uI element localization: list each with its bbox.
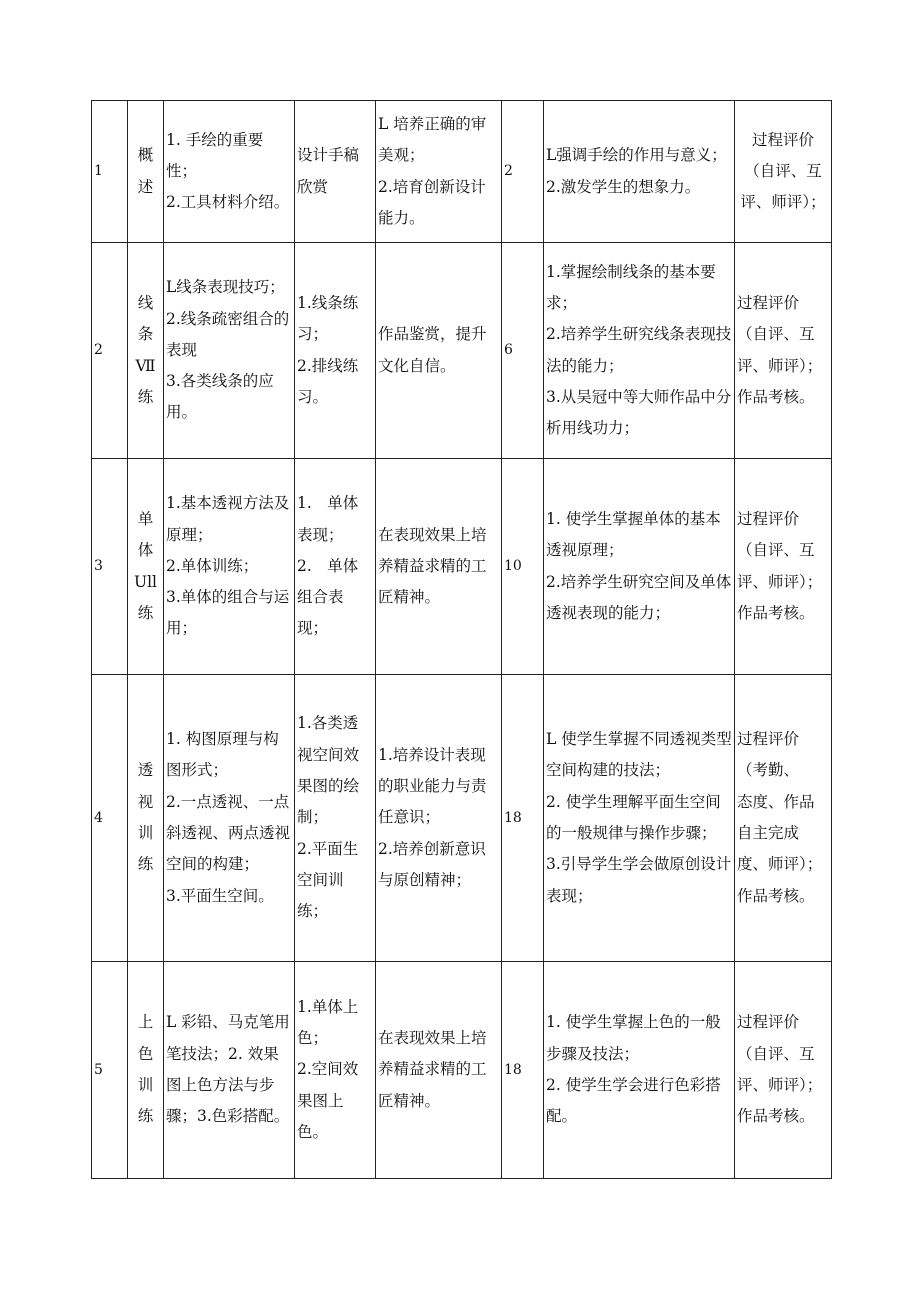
cell-evaluation — [735, 101, 832, 243]
cell-topic-line: 训 — [137, 1076, 154, 1094]
cell-ideology — [376, 459, 502, 675]
cell-goals-line: 2.培养学生研究线条表现技法的能力； — [546, 325, 732, 375]
cell-evaluation-line: 作品考核。 — [737, 886, 815, 905]
cell-content — [164, 962, 295, 1179]
cell-ideology — [376, 962, 502, 1179]
cell-goals-line: 1. 使学生掌握单体的基本透视原理； — [546, 509, 721, 560]
cell-method-line: 2.平面生空间训练； — [297, 839, 359, 921]
cell-topic-line: 体 — [137, 541, 154, 560]
cell-evaluation — [735, 675, 832, 962]
cell-goals-line: 2.培养学生研究空间及单体透视表现的能力； — [546, 572, 732, 622]
cell-ideology-line: 在表现效果上培养精益求精的工匠精神。 — [378, 525, 487, 607]
cell-ideology-line: 2.培育创新设计能力。 — [378, 177, 486, 227]
cell-topic-line: Ull — [134, 572, 157, 591]
cell-topic-line: 述 — [137, 177, 154, 196]
cell-content-line: 2.单体训练； — [166, 556, 259, 575]
cell-content — [164, 459, 295, 675]
cell-goals — [544, 962, 735, 1179]
cell-method — [295, 101, 376, 243]
cell-evaluation-line: 过程评价（自评、互评、师评）；作品考核。 — [737, 1013, 823, 1126]
cell-ideology — [376, 243, 502, 459]
cell-topic — [128, 675, 164, 962]
cell-content-line: 3.各类线条的应用。 — [166, 372, 274, 422]
cell-content — [164, 243, 295, 459]
cell-goals — [544, 101, 735, 243]
cell-ideology-line: 在表现效果上培养精益求精的工匠精神。 — [378, 1029, 487, 1110]
cell-evaluation-line: 态度、作品自主完成度、师评）； — [737, 792, 823, 874]
cell-evaluation-line: 过程评价（自评、互评、师评）；作品考核。 — [737, 509, 823, 622]
cell-number: 5 — [92, 962, 128, 1179]
cell-method-line: 1.各类透视空间效果图的绘制； — [297, 714, 360, 827]
cell-method — [295, 962, 376, 1179]
cell-goals — [544, 243, 735, 459]
cell-method — [295, 459, 376, 675]
cell-topic-line: 练 — [137, 603, 154, 622]
cell-topic-line: 训 — [137, 824, 154, 842]
cell-ideology-line: 作品鉴赏，提升文化自信。 — [378, 325, 487, 375]
cell-topic-line: 线 — [137, 293, 154, 312]
cell-method-line: 1. 单体表现； — [297, 494, 359, 544]
cell-method — [295, 243, 376, 459]
cell-content-line: L线条表现技巧； — [166, 278, 285, 297]
cell-evaluation-line: 过程评价（自评、互评、师评）； — [740, 130, 826, 212]
cell-content-line: 3.平面生空间。 — [166, 886, 274, 905]
table-row — [92, 962, 832, 1179]
cell-hours: 10 — [502, 459, 544, 675]
cell-goals-line: 2.激发学生的想象力。 — [546, 177, 701, 196]
cell-topic-line: 单 — [137, 509, 154, 528]
cell-ideology — [376, 675, 502, 962]
cell-topic-line: 练 — [137, 1107, 154, 1126]
cell-number: 1 — [92, 101, 128, 243]
table-row — [92, 243, 832, 459]
cell-hours: 2 — [502, 101, 544, 243]
cell-method-line: 设计手稿欣赏 — [297, 146, 360, 196]
cell-topic-line: 练 — [137, 855, 154, 874]
cell-method-line: 1.单体上色； — [297, 997, 359, 1048]
cell-goals-line: 2. 使学生学会进行色彩搭配。 — [546, 1076, 721, 1126]
cell-goals-line: L 使学生掌握不同透视类型空间构建的技法； — [546, 730, 732, 780]
cell-goals — [544, 459, 735, 675]
cell-content-line: 2.工具材料介绍。 — [166, 193, 290, 212]
cell-number: 4 — [92, 675, 128, 962]
table-row — [92, 101, 832, 243]
course-schedule-table — [91, 100, 832, 1179]
cell-topic-line: 上 — [137, 1013, 154, 1032]
cell-content-line: 2.一点透视、一点斜透视、两点透视空间的构建； — [166, 792, 291, 874]
cell-topic-line: 色 — [137, 1044, 154, 1063]
cell-goals-line: 1.掌握绘制线条的基本要求； — [546, 262, 716, 312]
cell-content-line: 1. 构图原理与构图形式； — [166, 730, 279, 780]
table-row — [92, 675, 832, 962]
cell-topic-line: 练 — [137, 387, 154, 406]
cell-evaluation-line: 过程评价（考勤、 — [737, 730, 800, 780]
cell-topic — [128, 962, 164, 1179]
cell-topic-line: 条 — [137, 325, 154, 344]
cell-method-line: 1.线条练习； — [297, 293, 359, 344]
cell-topic-line: Ⅶ — [135, 356, 156, 375]
cell-evaluation — [735, 459, 832, 675]
table-body — [92, 101, 832, 1179]
cell-content-line: 1.基本透视方法及原理； — [166, 494, 290, 544]
cell-topic-line: 视 — [137, 792, 154, 811]
table-row — [92, 459, 832, 675]
cell-ideology-line: 1.培养设计表现的职业能力与责任意识； — [378, 745, 487, 827]
cell-evaluation — [735, 962, 832, 1179]
cell-evaluation — [735, 243, 832, 459]
cell-topic-line: 概 — [137, 146, 154, 165]
cell-method-line: 2.排线练习。 — [297, 356, 359, 406]
cell-method-line: 2. 单体组合表现； — [297, 556, 359, 638]
cell-number: 2 — [92, 243, 128, 459]
cell-goals-line: 3.引导学生学会做原创设计表现； — [546, 855, 732, 905]
cell-hours: 6 — [502, 243, 544, 459]
cell-method-line: 2.空间效果图上色。 — [297, 1060, 359, 1141]
cell-content — [164, 101, 295, 243]
cell-hours: 18 — [502, 675, 544, 962]
cell-topic — [128, 243, 164, 459]
cell-content-line: 3.单体的组合与运用； — [166, 588, 290, 638]
cell-content-line: L 彩铅、马克笔用笔技法；2. 效果图上色方法与步骤；3.色彩搭配。 — [166, 1013, 290, 1126]
cell-topic — [128, 459, 164, 675]
cell-evaluation-line: 过程评价（自评、互评、师评）；作品考核。 — [737, 293, 823, 406]
cell-number: 3 — [92, 459, 128, 675]
cell-method — [295, 675, 376, 962]
cell-hours: 18 — [502, 962, 544, 1179]
cell-goals — [544, 675, 735, 962]
cell-content — [164, 675, 295, 962]
cell-content-line: 1. 手绘的重要性； — [166, 130, 264, 180]
cell-topic — [128, 101, 164, 243]
cell-ideology-line: L 培养正确的审美观； — [378, 114, 487, 165]
cell-goals-line: L强调手绘的作用与意义； — [546, 146, 727, 165]
cell-ideology-line: 2.培养创新意识与原创精神； — [378, 839, 486, 889]
cell-content-line: 2.线条疏密组合的表现 — [166, 309, 290, 359]
cell-topic-line: 透 — [137, 761, 154, 780]
cell-ideology — [376, 101, 502, 243]
cell-goals-line: 2. 使学生理解平面生空间的一般规律与操作步骤； — [546, 792, 721, 842]
cell-goals-line: 1. 使学生掌握上色的一般步骤及技法； — [546, 1013, 721, 1063]
cell-goals-line: 3.从吴冠中等大师作品中分析用线功力； — [546, 387, 732, 438]
